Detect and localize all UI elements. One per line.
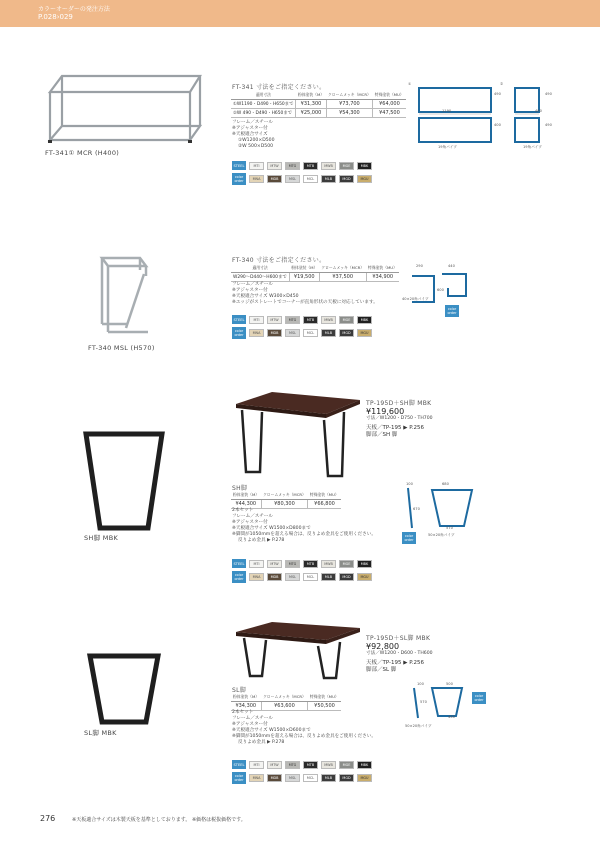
product-price: ¥92,800	[366, 642, 400, 651]
tp195sh-info	[366, 398, 433, 439]
ft341-notes	[232, 120, 275, 150]
header-title: カラーオーダーの発注方法	[38, 6, 110, 13]
col-header: クロームメッキ（MCR）	[261, 491, 308, 500]
swatch[interactable]: MTB	[303, 560, 318, 568]
table-row	[231, 109, 406, 118]
swatch[interactable]: MGE	[339, 761, 354, 769]
table-cell: ¥80,300	[261, 500, 308, 509]
ft341-price-table	[231, 91, 406, 118]
col-header: 適用寸法	[231, 264, 289, 273]
table-cell: ¥50,500	[308, 702, 341, 711]
dim-label: 570	[446, 526, 453, 530]
page-number: 276	[40, 814, 56, 823]
note-line[interactable]: 反りよめ金具 ▶ P.278	[238, 538, 285, 543]
col-header: 粉体塗装（M）	[231, 693, 261, 702]
footer-note: ※天板適合サイズは木製天板を基準としております。 ※価格は税抜価格です。	[72, 817, 246, 823]
swatch[interactable]: MTI	[249, 761, 264, 769]
sl-leg-price-table	[231, 693, 341, 711]
product-size: 寸法／W1200・D750・TH700	[366, 416, 433, 421]
sl-leg-title: SL脚	[232, 687, 247, 694]
note-line: ※天板適合サイズ W300×D450	[232, 294, 299, 299]
product-top-link[interactable]: 天板／TP-195 ▶ P.256	[366, 425, 424, 431]
swatch[interactable]: MLB	[321, 774, 336, 782]
color-order-label: color order	[232, 327, 246, 339]
dim-label: 40×20角パイプ	[402, 297, 429, 301]
note-line: フレーム／スチール	[232, 514, 273, 519]
swatch[interactable]: MTI	[249, 162, 264, 170]
tp195sl-table-image	[232, 620, 362, 680]
swatch[interactable]: MTG	[285, 316, 300, 324]
swatch[interactable]: MDB	[267, 329, 282, 337]
steel-label: STEEL	[232, 161, 246, 170]
swatch[interactable]: MTI	[249, 316, 264, 324]
swatch[interactable]: MGU	[357, 774, 372, 782]
swatch[interactable]: MWB	[321, 761, 336, 769]
swatch[interactable]: MLB	[321, 175, 336, 183]
color-order-label: color order	[232, 571, 246, 583]
dim-label: 680	[442, 482, 449, 486]
dim-label: 490	[535, 109, 542, 113]
product-title: TP-195D＋SL脚 MBK	[366, 635, 431, 642]
dim-label: 490	[494, 92, 501, 96]
product-size: 寸法／W1200・D600・TH600	[366, 651, 433, 656]
note-line: ※脚間が1050mmを超える場合は、反りよめ金具をご使用ください。	[232, 734, 376, 739]
swatch[interactable]: MTW	[267, 560, 282, 568]
swatch[interactable]: MTW	[267, 162, 282, 170]
swatch[interactable]: MNA	[249, 175, 264, 183]
note-line: ※アジャスター付	[232, 126, 268, 131]
ft340-notes	[232, 282, 378, 306]
sl-leg-dimension-diagram	[400, 680, 480, 730]
header-page-ref[interactable]: P.028›029	[38, 13, 73, 21]
dim-label: 670	[413, 507, 420, 511]
note-line: ※アジャスター付	[232, 520, 268, 525]
swatch[interactable]: MGU	[357, 175, 372, 183]
swatch[interactable]: MBK	[357, 162, 372, 170]
dim-label: 490	[545, 92, 552, 96]
swatch[interactable]: MGE	[339, 316, 354, 324]
ft341-frame-image	[40, 68, 210, 148]
col-header: クロームメッキ（MCR）	[326, 91, 373, 100]
sh-leg-color-swatches	[232, 559, 372, 583]
table-cell: ¥25,000	[296, 109, 326, 118]
note-line: フレーム／スチール	[232, 120, 273, 125]
col-header: 特殊塗装（MU）	[366, 264, 399, 273]
ft341-color-swatches	[232, 161, 372, 185]
ft340-title: FT-340 寸法をご指定ください。	[232, 257, 326, 264]
dim-label: 290	[416, 264, 423, 268]
product-title: TP-195D＋SH脚 MBK	[366, 400, 432, 407]
product-price: ¥119,600	[366, 407, 405, 416]
swatch[interactable]: MWB	[321, 162, 336, 170]
sh-leg-price-table	[231, 491, 341, 509]
swatch[interactable]: MCL	[303, 573, 318, 581]
swatch[interactable]: MTW	[267, 761, 282, 769]
note-line: ※天板適合サイズ W1500×D800まで	[232, 526, 311, 531]
swatch[interactable]: MTG	[285, 162, 300, 170]
dim-label: 500	[446, 682, 453, 686]
swatch[interactable]: MBK	[357, 316, 372, 324]
dim-label: 1190	[442, 109, 452, 113]
swatch[interactable]: MSL	[285, 774, 300, 782]
swatch[interactable]: MWB	[321, 316, 336, 324]
swatch[interactable]: MNA	[249, 329, 264, 337]
col-header: 適用寸法	[231, 91, 296, 100]
swatch[interactable]: MGD	[339, 175, 354, 183]
dim-label: 100	[417, 682, 424, 686]
ft340-color-swatches	[232, 315, 372, 339]
table-row	[231, 100, 406, 109]
ft340-caption: FT-340 MSL (H570)	[88, 344, 155, 352]
swatch[interactable]: MGE	[339, 162, 354, 170]
table-cell: ¥47,500	[373, 109, 406, 118]
swatch[interactable]: MCL	[303, 774, 318, 782]
dim-label: 50×20角パイプ	[428, 533, 455, 537]
note-line: 2本セット	[232, 508, 254, 513]
ft340-frame-image	[88, 250, 158, 340]
sh-leg-title: SH脚	[232, 485, 248, 492]
table-cell: ¥54,300	[326, 109, 373, 118]
sl-leg-notes	[232, 710, 376, 746]
swatch[interactable]: MSL	[285, 573, 300, 581]
swatch[interactable]: MCL	[303, 329, 318, 337]
col-header: 特殊塗装（MU）	[308, 693, 341, 702]
ft340-price-table	[231, 264, 399, 282]
dim-label: 19角パイプ	[523, 145, 542, 149]
swatch[interactable]: MTG	[285, 761, 300, 769]
dim-label: 600	[437, 288, 444, 292]
swatch[interactable]: MGU	[357, 329, 372, 337]
swatch[interactable]: MGU	[357, 573, 372, 581]
col-header: クロームメッキ（MCR）	[261, 693, 308, 702]
table-cell: ¥34,300	[231, 702, 261, 711]
swatch[interactable]: MTB	[303, 316, 318, 324]
color-order-label: color order	[232, 772, 246, 784]
sl-leg-image	[80, 648, 170, 728]
table-cell: ¥34,900	[366, 273, 399, 282]
note-line: フレーム／スチール	[232, 282, 273, 287]
note-line: ※天板適合サイズ W1500×D600まで	[232, 728, 311, 733]
swatch[interactable]: MGD	[339, 573, 354, 581]
color-order-label: color order	[232, 173, 246, 185]
col-header: 粉体塗装（M）	[289, 264, 319, 273]
header-band	[0, 0, 600, 27]
ft341-caption: FT-341① MCR (H400)	[45, 149, 120, 157]
dim-label: 50×20角パイプ	[405, 724, 432, 728]
note-line: ※脚間が1050mmを超える場合は、反りよめ金具をご使用ください。	[232, 532, 376, 537]
table-cell: ¥64,000	[373, 100, 406, 109]
table-cell: ¥63,600	[261, 702, 308, 711]
table-cell: ¥37,500	[319, 273, 366, 282]
dim-label: 570	[420, 700, 427, 704]
swatch[interactable]: MNA	[249, 573, 264, 581]
dim-label: 490	[545, 123, 552, 127]
swatch[interactable]: MLB	[321, 573, 336, 581]
dim-label: 19角パイプ	[438, 145, 457, 149]
table-cell: W290～D440～H600まで	[231, 273, 289, 282]
note-line: ②W 500×D500	[238, 144, 274, 149]
diagram-label: ②	[500, 82, 504, 86]
swatch[interactable]: MTI	[249, 560, 264, 568]
swatch[interactable]: MGD	[339, 329, 354, 337]
table-cell: ¥73,700	[326, 100, 373, 109]
ft341-title: FT-341 寸法をご指定ください。	[232, 84, 326, 91]
product-leg: 脚部／SL 脚	[366, 667, 397, 673]
swatch[interactable]: MSL	[285, 329, 300, 337]
tp195sh-table-image	[232, 390, 362, 480]
swatch[interactable]: MWB	[321, 560, 336, 568]
sh-leg-caption: SH脚 MBK	[84, 534, 119, 542]
col-header: 特殊塗装（MU）	[308, 491, 341, 500]
product-leg: 脚部／SH 脚	[366, 432, 398, 438]
table-row	[231, 273, 399, 282]
col-header: クロームメッキ（MCR）	[319, 264, 366, 273]
swatch[interactable]: MNA	[249, 774, 264, 782]
swatch[interactable]: MBK	[357, 560, 372, 568]
note-line: ※アジャスター付	[232, 722, 268, 727]
swatch[interactable]: MCL	[303, 175, 318, 183]
ft340-dimension-diagram	[400, 262, 480, 322]
swatch[interactable]: MDB	[267, 175, 282, 183]
swatch[interactable]: MBK	[357, 761, 372, 769]
swatch[interactable]: MLB	[321, 329, 336, 337]
color-order-label: color order	[445, 305, 459, 317]
product-top-link[interactable]: 天板／TP-195 ▶ P.256	[366, 660, 424, 666]
sh-leg-image	[78, 428, 168, 533]
col-header: 特殊塗装（MU）	[373, 91, 406, 100]
dim-label: 100	[406, 482, 413, 486]
dim-label: 400	[494, 123, 501, 127]
sh-leg-dimension-diagram	[396, 480, 486, 540]
swatch[interactable]: MSL	[285, 175, 300, 183]
note-line[interactable]: 反りよめ金具 ▶ P.278	[238, 740, 285, 745]
table-cell: ¥66,800	[308, 500, 341, 509]
swatch[interactable]: MDB	[267, 573, 282, 581]
swatch[interactable]: MTG	[285, 560, 300, 568]
dim-label: 440	[448, 264, 455, 268]
swatch[interactable]: MTW	[267, 316, 282, 324]
color-order-label: color order	[472, 692, 486, 704]
table-cell: ②W 490・D490・H650まで	[231, 109, 296, 118]
table-cell: ¥19,500	[289, 273, 319, 282]
note-line: ※アジャスター付	[232, 288, 268, 293]
diagram-label: ①	[408, 82, 412, 86]
table-cell: ①W1190・D490・H650まで	[231, 100, 296, 109]
note-line: ※エッジがストレートでコーナーが直角形状の天板に対応しています。	[232, 300, 378, 305]
swatch[interactable]: MTB	[303, 761, 318, 769]
steel-label: STEEL	[232, 559, 246, 568]
note-line: フレーム／スチール	[232, 716, 273, 721]
swatch[interactable]: MGD	[339, 774, 354, 782]
steel-label: STEEL	[232, 760, 246, 769]
table-cell: ¥44,300	[231, 500, 261, 509]
sh-leg-notes	[232, 508, 376, 544]
col-header: 粉体塗装（M）	[296, 91, 326, 100]
sl-leg-caption: SL脚 MBK	[84, 729, 117, 737]
dim-label: 430	[448, 715, 455, 719]
swatch[interactable]: MDB	[267, 774, 282, 782]
table-cell: ¥31,300	[296, 100, 326, 109]
swatch[interactable]: MGE	[339, 560, 354, 568]
col-header: 粉体塗装（M）	[231, 491, 261, 500]
sl-leg-color-swatches	[232, 760, 372, 784]
steel-label: STEEL	[232, 315, 246, 324]
color-order-label: color order	[402, 532, 416, 544]
swatch[interactable]: MTB	[303, 162, 318, 170]
note-line: 2本セット	[232, 710, 254, 715]
note-line: ※天板適合サイズ	[232, 132, 268, 137]
note-line: ①W1200×D500	[238, 138, 275, 143]
tp195sl-info	[366, 633, 433, 674]
